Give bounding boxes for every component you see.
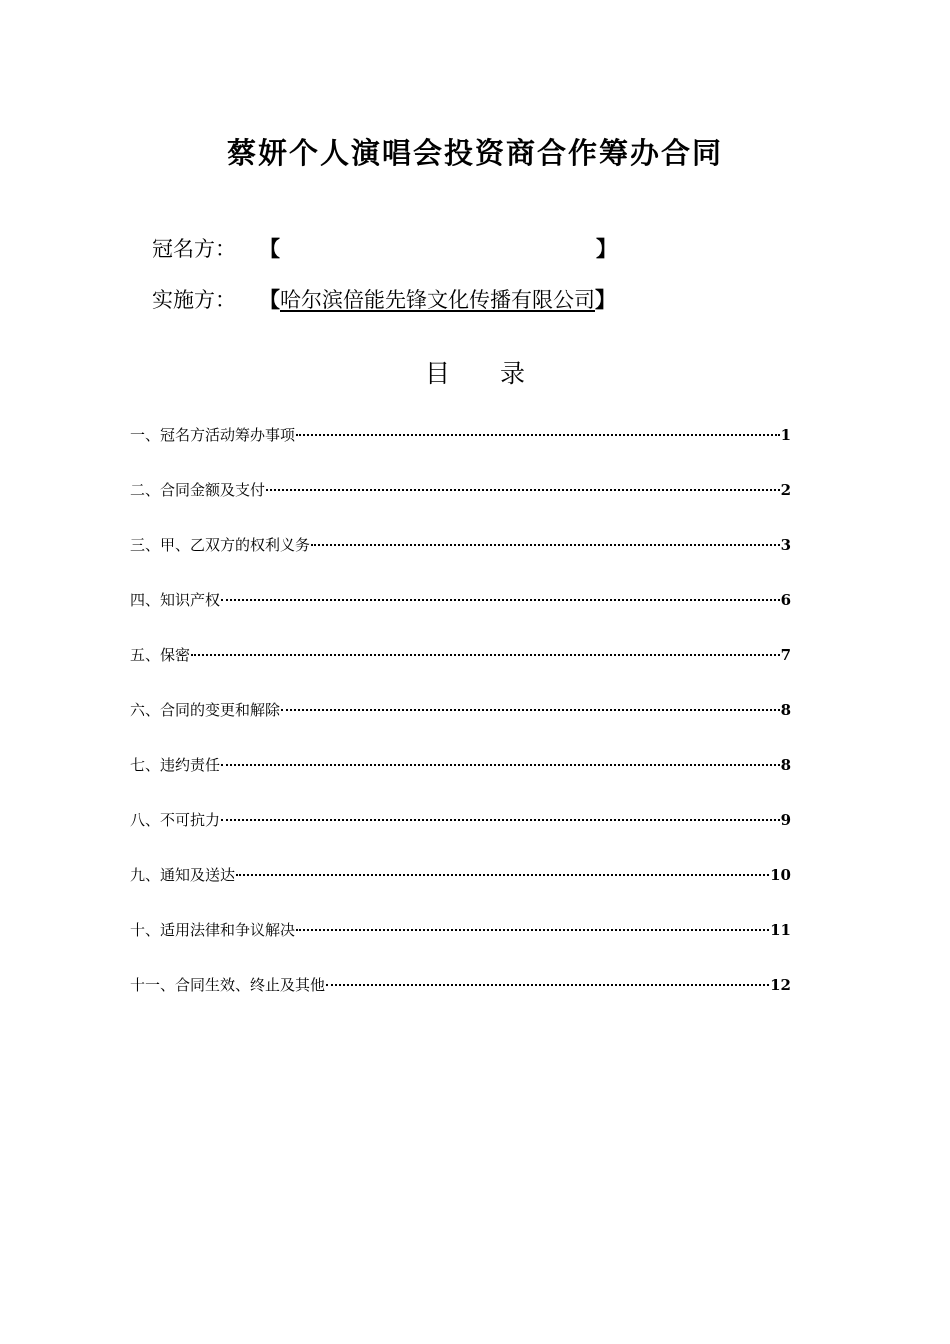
dot-leader [296, 434, 780, 436]
toc-entry-label: 十一、合同生效、终止及其他 [130, 976, 326, 994]
dot-leader [296, 929, 769, 931]
dot-leader [221, 764, 780, 766]
toc-entry[interactable] [130, 698, 791, 753]
toc-page-number: 3 [780, 536, 791, 554]
toc-entry[interactable] [130, 753, 791, 808]
toc-entry-label: 九、通知及送达 [130, 866, 236, 884]
toc-entry[interactable] [130, 478, 791, 533]
toc-page-number: 1 [780, 426, 791, 444]
toc-page-number: 2 [780, 481, 791, 499]
page-title: 蔡妍个人演唱会投资商合作筹办合同 [226, 136, 723, 170]
toc-entry[interactable] [130, 643, 791, 698]
toc-entry[interactable] [130, 533, 791, 588]
toc-entry-label: 二、合同金额及支付 [130, 481, 266, 499]
toc-page-number: 8 [780, 756, 791, 774]
toc-heading-char: 目 [424, 359, 450, 388]
toc-heading [0, 356, 950, 392]
dot-leader [221, 819, 780, 821]
toc-entry-label: 七、违约责任 [130, 756, 221, 774]
sponsor-label: 冠名方： [152, 237, 236, 261]
implementer-party-line [152, 283, 616, 317]
sponsor-party-line [152, 232, 617, 266]
dot-leader [266, 489, 780, 491]
table-of-contents [130, 423, 791, 1028]
toc-entry-label: 六、合同的变更和解除 [130, 701, 281, 719]
dot-leader [191, 654, 780, 656]
open-bracket: 【 [259, 236, 280, 261]
toc-entry-label: 五、保密 [130, 646, 191, 664]
toc-entry-label: 八、不可抗力 [130, 811, 221, 829]
toc-entry[interactable] [130, 863, 791, 918]
toc-entry-label: 三、甲、乙双方的权利义务 [130, 536, 311, 554]
toc-entry-label: 一、冠名方活动筹办事项 [130, 426, 296, 444]
toc-page-number: 9 [780, 811, 791, 829]
dot-leader [326, 984, 769, 986]
toc-entry[interactable] [130, 808, 791, 863]
toc-page-number: 12 [770, 976, 791, 994]
toc-page-number: 8 [780, 701, 791, 719]
dot-leader [281, 709, 780, 711]
toc-entry[interactable] [130, 588, 791, 643]
toc-page-number: 11 [770, 921, 791, 939]
dot-leader [236, 874, 769, 876]
close-bracket: 】 [595, 287, 616, 312]
toc-heading-char: 录 [500, 359, 526, 388]
dot-leader [311, 544, 780, 546]
toc-entry[interactable] [130, 918, 791, 973]
toc-page-number: 6 [780, 591, 791, 609]
toc-page-number: 7 [780, 646, 791, 664]
implementer-name: 哈尔滨倍能先锋文化传播有限公司 [280, 288, 595, 312]
open-bracket: 【 [259, 287, 280, 312]
toc-entry-label: 四、知识产权 [130, 591, 221, 609]
toc-entry[interactable] [130, 973, 791, 1028]
dot-leader [221, 599, 780, 601]
close-bracket: 】 [596, 236, 617, 261]
toc-entry[interactable] [130, 423, 791, 478]
implementer-label: 实施方： [152, 288, 236, 312]
toc-page-number: 10 [770, 866, 791, 884]
toc-entry-label: 十、适用法律和争议解决 [130, 921, 296, 939]
